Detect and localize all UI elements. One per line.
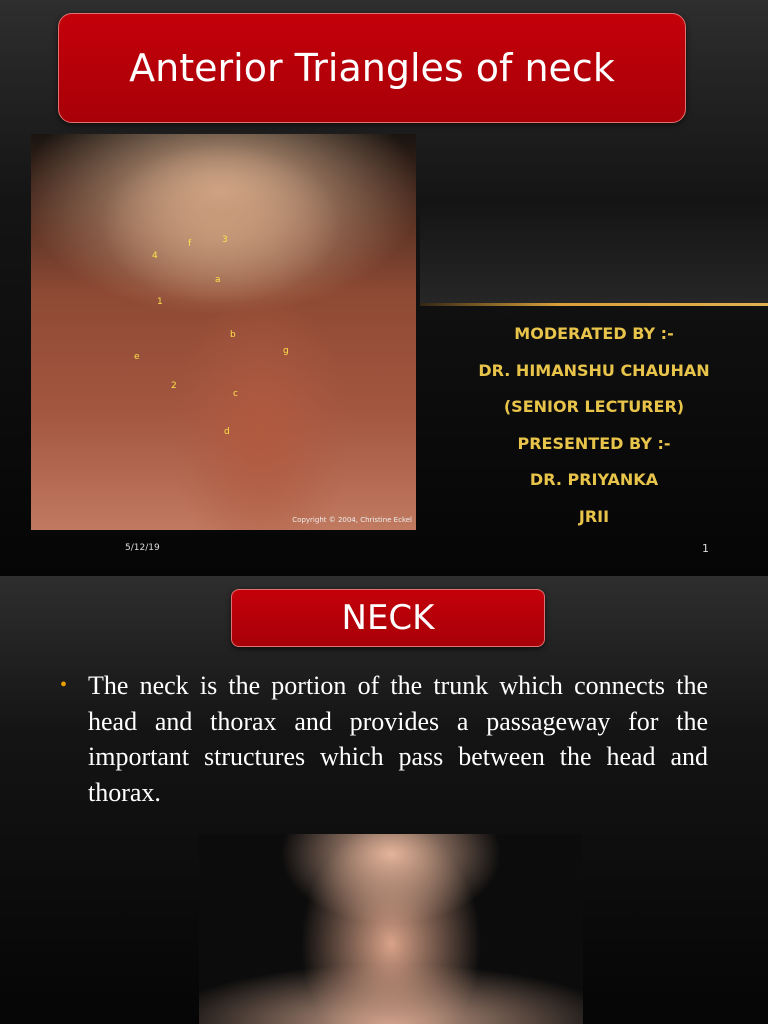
credit-line: (SENIOR LECTURER) bbox=[503, 397, 685, 416]
slide-date: 5/12/19 bbox=[125, 543, 160, 553]
bullet-dot-icon: • bbox=[60, 674, 68, 696]
figure-label: g bbox=[283, 346, 289, 356]
bullet-text: The neck is the portion of the trunk which connects the head and thorax and provides a passageway for the important structures which pass between the head and thorax. bbox=[88, 671, 708, 807]
slide-2 bbox=[0, 576, 768, 1024]
figure-label: b bbox=[230, 330, 236, 340]
credit-line: MODERATED BY :- bbox=[514, 324, 674, 343]
figure-label: 4 bbox=[152, 251, 158, 261]
figure-label: 2 bbox=[171, 381, 177, 391]
neck-photo-image bbox=[199, 834, 583, 1024]
image-copyright: Copyright © 2004, Christine Eckel bbox=[292, 516, 412, 524]
anatomy-dissection-image bbox=[31, 134, 416, 530]
figure-label: 1 bbox=[157, 297, 163, 307]
figure-label: c bbox=[233, 389, 238, 399]
slide-title: Anterior Triangles of neck bbox=[58, 13, 686, 123]
figure-label: 3 bbox=[222, 235, 228, 245]
bullet-item bbox=[60, 668, 708, 810]
figure-label: e bbox=[134, 352, 140, 362]
credit-line: JRII bbox=[578, 506, 610, 526]
figure-label: a bbox=[215, 275, 221, 285]
gold-divider-line bbox=[420, 303, 768, 306]
decorative-glow bbox=[420, 200, 768, 303]
credit-line: DR. PRIYANKA bbox=[529, 470, 659, 489]
presenter-credits bbox=[420, 316, 768, 535]
credit-line: PRESENTED BY :- bbox=[517, 433, 671, 453]
figure-label: f bbox=[188, 239, 192, 249]
figure-label: d bbox=[224, 427, 230, 437]
credit-line: DR. HIMANSHU CHAUHAN bbox=[478, 360, 710, 380]
slide-title: NECK bbox=[231, 589, 545, 647]
slide-number: 1 bbox=[702, 542, 709, 555]
